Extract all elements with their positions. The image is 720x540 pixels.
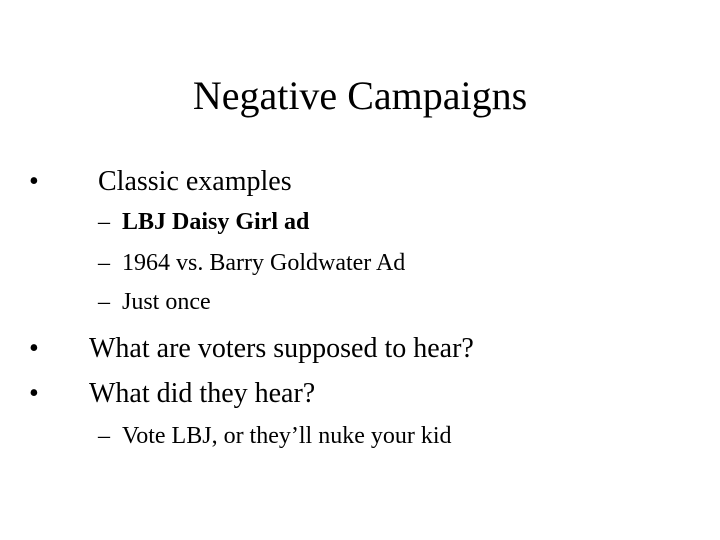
- bullet-marker: •: [29, 378, 39, 409]
- slide-title: Negative Campaigns: [192, 73, 528, 118]
- dash-marker: –: [98, 423, 110, 449]
- sub-item-vote-lbj: Vote LBJ, or they’ll nuke your kid: [122, 423, 452, 449]
- bullet-marker: •: [29, 166, 39, 197]
- sub-item-1964-goldwater: 1964 vs. Barry Goldwater Ad: [122, 250, 406, 276]
- dash-marker: –: [98, 209, 110, 235]
- sub-item-lbj-daisy-girl: LBJ Daisy Girl ad: [122, 209, 310, 235]
- dash-marker: –: [98, 250, 110, 276]
- dash-marker: –: [98, 289, 110, 315]
- bullet-item-supposed-to-hear: What are voters supposed to hear?: [89, 333, 474, 364]
- bullet-item-classic-examples: Classic examples: [98, 166, 292, 197]
- bullet-marker: •: [29, 333, 39, 364]
- sub-item-just-once: Just once: [122, 289, 211, 315]
- bullet-item-what-did-they-hear: What did they hear?: [89, 378, 316, 409]
